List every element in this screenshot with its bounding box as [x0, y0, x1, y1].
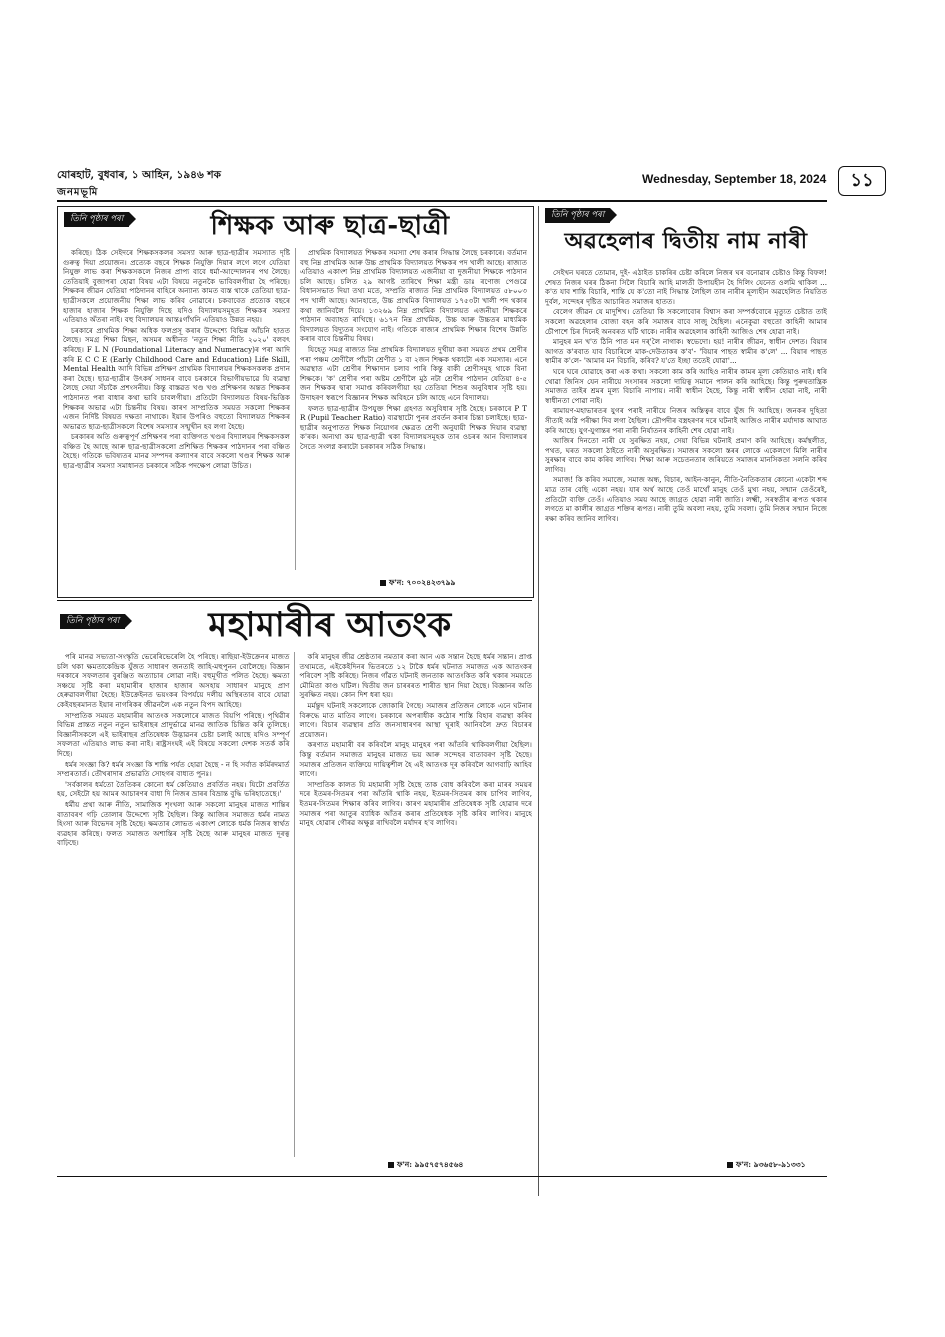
- article2-body: [57, 652, 532, 1157]
- article1-paragraph: ফলত ছাত্ৰ-ছাত্ৰীৰ উপযুক্ত শিক্ষা গ্ৰহণত অসুবিধাৰ সৃষ্টি হৈছে। চৰকাৰে P T R (Pupil Teacher Ratio) ব্যৱস্থাটো পুনৰ প্ৰবৰ্তন কৰাৰ চিন্তা চলাইছে। ছাত্ৰ-ছাত্ৰীৰ অনুপাতত শিক্ষক নিয়োগৰ ক্ষেত্ৰত শ্ৰেণী অনুযায়ী শিক্ষক দিয়াৰ ব্যৱস্থা ক'ৰক। অন্যথা কম ছাত্ৰ-ছাত্ৰী থকা বিদ্যালয়সমূহক তাৰ ওচৰৰ আন বিদ্যালয়ৰ সৈতে সংলগ্ন কৰাটো চৰকাৰৰ সঠিক সিদ্ধান্ত।: [300, 403, 527, 451]
- square-bullet-icon: [380, 580, 386, 586]
- article1-paragraph: চৰকাৰে প্ৰাথমিক শিক্ষা অধিক ফলপ্ৰসূ কৰাৰ উদ্দেশ্যে বিভিন্ন আঁচনি হাতত লৈছে। সমগ্ৰ শিক্ষা মিছন, অসমৰ অধীনত 'নতুন শিক্ষা নীতি ২০২০' বলবৎ কৰিছে। F L N (Foundational Literacy and Numeracy)ৰ পৰা আদি কৰি E C C E (Early Childhood Care and Education) Life Skill, Mental Health আদি বিভিন্ন প্ৰশিক্ষণ প্ৰাথমিক বিদ্যালয়ৰ শিক্ষকসকলক প্ৰদান কৰা হৈছে। ছাত্ৰ-ছাত্ৰীৰ উৎকৰ্ষ সাধনৰ বাবে চৰকাৰে বিভাগীয়ভাৱে যি ব্যৱস্থা লৈছে সেয়া সঁচাকৈ প্ৰশংসনীয়। কিন্তু বাস্তৱত খণ্ড খণ্ড প্ৰশিক্ষণৰ অন্তত শিক্ষকৰ পাঠদানত পৰা বাধাৰ কথা ভাবি চাবলগীয়া। প্ৰতিটো বিদ্যালয়ত বিষয়-ভিত্তিক শিক্ষকৰ অভাৱ এটা চিন্তনীয় বিষয়। কাৰণ সাম্প্ৰতিক সময়ত সকলো শিক্ষকৰ এজন নিৰ্দিষ্ট বিষয়ত দক্ষতা নাথাকে। ইয়াৰ উপৰিও বহুতো বিদ্যালয়ত শিক্ষকৰ অভাৱত ছাত্ৰ-ছাত্ৰীসকলে বিশেষ সমস্যাৰ সন্মুখীন হব লগা হৈছে।: [63, 325, 290, 431]
- square-bullet-icon: [388, 1162, 394, 1168]
- article2-phone-text: ফ'ন: ৯৯৫৭৫৭৪৫৬৪: [397, 1160, 464, 1169]
- article2-paragraph: সাম্প্ৰতিক কালত যি মহামাৰী সৃষ্টি হৈছে তাক বোধ কৰিবলৈ কৰা মাৰৰ সময়ৰ দৰে ইতমৰ-সিতমৰ পৰা আঁতৰি থাকি নহয়, ইতমৰ-সিতমৰ কাষ চাপিব লাগিব, ইতমৰ-সিতমৰ শিক্ষাৰ কৰিব লাগিব। কাৰণ মহামাৰীৰ প্ৰতিষেধক সৃষ্টি হোৱাৰ দৰে সমাজৰ পৰা আতুৰ ব্যাধিক আঁতৰ কৰাৰ প্ৰতিষেধক সৃষ্টি কৰিব লাগিব। মানুহে মানুহ হোৱাৰ গৌৰৱ অক্ষুণ্ণ ৰাখিবলৈ মৰ্যাদৰ হ'ব লাগিব।: [299, 779, 532, 828]
- article3-paragraph: সমাজ! কি কৰিব সমাজে, সমাজ অন্ধ, বিচাৰ, আইন-কানুন, নীতি-নৈতিকতাৰ কোনো একেটা শব্দ মাত্ৰ তাৰ বেছি একো নহয়। যাৰ অৰ্থ আছে তেওঁ মাথোঁ মানুহ তেওঁ মুখ্য নহয়, সন্মান তেওঁৰেই, প্ৰতিটো ব্যক্তি তেওঁ। এতিয়াও সময় আছে জাগ্ৰত হোৱা নাৰী জাতি। লক্ষ্মী, সৰস্বতীৰ ৰূপত থকাৰ লগতে মা কালীৰ জাগ্ৰত শক্তিৰ ৰূপত। নাৰী তুমি অবলা নহয়, তুমি সবলা। তুমি নিজৰ সন্মান নিজে ৰক্ষা কৰিব জানিব লাগিব।: [545, 475, 827, 523]
- article1-paragraph: চৰকাৰৰ অতি গুৰুত্বপূৰ্ণ প্ৰশিক্ষণৰ পৰা ব্যক্তিগত খণ্ডৰ বিদ্যালয়ৰ শিক্ষকসকল বঞ্চিত হৈ আছে আৰু ছাত্ৰ-ছাত্ৰীসকলো প্ৰশিক্ষিত শিক্ষকৰ পাঠদানৰ পৰা বঞ্চিত হৈছে। গতিকে ভবিষ্যতৰ মানৱ সম্পদৰ কল্যাণৰ বাবে সকলো খণ্ডৰ শিক্ষক আৰু ছাত্ৰ-ছাত্ৰীৰ সমস্যা সমাধানত চৰকাৰে সঠিক পদক্ষেপ লোৱা উচিত।: [63, 432, 290, 471]
- article2-paragraph: পৰি মানৱ সভ্যতা-সংস্কৃতি ভেৰেৰিভেৰেলি হৈ পৰিছে। ৰাছিয়া-ইউক্ৰেনৰ মাজত চলি থকা ক্ষমতাকেন্দ্ৰিক যুঁজত সাধাৰণ জনতাই জাহি-মহুপুনন বোলৈছে। বিজ্ঞান দৰকাৰে সফলতাৰ বুৰঞ্জিত অত্যাচাৰ লোৱা নাই। বহুমূখীত পলিত হৈছে। ক্ষমতা সঞ্চয়ে সৃষ্টি কৰা মহামাৰীৰ হাজাৰ হাজাৰ অসহায় সাধাৰণ মানুহে প্ৰাণ হেৰুৱাবলগীয়া হৈছে। ইউক্ৰেইনত ভয়ংকৰ বিপৰ্যয়ে দলীয় অস্থিৰতাৰ বাবে যোৱা কেইবছৰমানত ইয়াৰ নাগৰিকৰ জীৱনলৈ এক নতুন বিপদ আহিছে।: [57, 652, 290, 709]
- article1-phone: [380, 578, 455, 590]
- article2-paragraph: ধৰ্মৰ সংজ্ঞা কি? ধৰ্মৰ সংজ্ঞা কি শান্তি পৰ্যত হোৱা হৈছে - ন হি সৰ্বাত কৰ্মিৰদমাৰ্ত সম্প্ৰৰতাৰ্ত। তৌখৰাদাৰ প্ৰভাৱতি সোহগৰ বাধ্যত পুনঃ।: [57, 759, 290, 779]
- article3-body: [545, 268, 827, 1158]
- article1-paragraph: যিহেতু সমগ্ৰ ৰাজ্যত নিম্ন প্ৰাথমিক বিদ্যালয়ত দুখীয়া কৰা সময়ত প্ৰথম শ্ৰেণীৰ পৰা পঞ্চম শ্ৰেণীলৈ পাঁচটা শ্ৰেণীত ১ বা ২জন শিক্ষক থকাটো এক সমস্যাৰ। এনে অৱস্থাত এটা শ্ৰেণীৰ শিক্ষাদান চলাব পাৰি কিন্তু বাকী শ্ৰেণীসমূহ থাকে বিনা শিক্ষকে। 'ক' শ্ৰেণীৰ পৰা অষ্টম শ্ৰেণীলৈ মুঠ নটা শ্ৰেণীৰ পাঠদান যেতিয়া ৪-৫ জন শিক্ষকৰ দ্বাৰা সমাপ্ত কৰিবলগীয়া হয় তেতিয়া শিশুৰ অনুবিধাৰ সৃষ্টি হয়। উদাহৰণ স্বৰূপে বিজ্ঞানৰ শিক্ষক অবিহনে চলি আছে এনে বিদ্যালয়।: [300, 344, 527, 402]
- article1-paragraph: প্ৰাথমিক বিদ্যালয়ত শিক্ষকৰ সমস্যা শেষ কৰাৰ সিদ্ধান্ত লৈছে চৰকাৰে। বৰ্তমান বহু নিম্ন প্ৰাথমিক আৰু উচ্চ প্ৰাথমিক বিদ্যালয়ত শিক্ষকৰ পদ খালী আছে। ৰাজ্যত এতিয়াও একাংশ নিম্ন প্ৰাথমিক বিদ্যালয়ত এজনীয়া বা দুজনীয়া শিক্ষকে পাঠদান চলি আছে। চলিত ২৯ আগষ্ট তাৰিখে শিক্ষা মন্ত্ৰী ডাঃ ৰণোজ পেগুৱে বিধানসভাত দিয়া তথ্য মতে, সম্প্ৰতি ৰাজ্যত নিম্ন প্ৰাথমিক বিদ্যালয়ত ৫৮০০৩ পদ খালী আছে। আনহাতে, উচ্চ প্ৰাথমিক বিদ্যালয়ত ১৭৫৩টা খালী পদ থকাৰ কথা জানিবলৈ দিয়ে। ১৩২৬৯ নিম্ন প্ৰাথমিক বিদ্যালয়ত এজনীয়া শিক্ষকৰে পাঠদান অব্যাহত ৰাখিছে। ৬১৭ন নিম্ন প্ৰাথমিক, উচ্চ আৰু উচ্চতৰ মাধ্যমিক বিদ্যালয়ত বিদ্যুতৰ সংযোগ নাই। গতিকে ৰাজ্যৰ প্ৰাথমিক শিক্ষাৰ বিশেষ উন্নতি কৰাৰ বাবে চিন্তনীয় বিষয়।: [300, 248, 527, 344]
- square-bullet-icon: [727, 1162, 733, 1168]
- article2-continued-tag: তিনি পৃষ্ঠাৰ পৰা: [60, 614, 125, 629]
- article1-title: শিক্ষক আৰু ছাত্ৰ-ছাত্ৰী: [210, 211, 450, 241]
- article3-phone: [727, 1160, 805, 1172]
- header-date-english: Wednesday, September 18, 2024: [642, 172, 827, 186]
- article1-body: [63, 248, 527, 570]
- article1-phone-text: ফ'ন: ৭০০২৪২৩৭৯৯: [389, 578, 456, 587]
- article3-paragraph: সেইখন ঘৰতে তোমাৰ, দুই- এঠাইত চাকৰিৰ চেষ্টা কৰিলে নিজৰ ঘৰ বনোৱাৰ চেষ্টাও কিন্তু বিফল! শেষত নিজৰ ঘৰৰ ঠিকনা সিলৈ বিচাৰি আহি মালতী উপায়হীন হৈ দিলিং যেনেত ওলমি থাকিল ... ক'ত যাব শান্তি বিচাৰি, শান্তি যে ক'তো নাই সিদ্ধান্ত লৈছিল তাৰ নাৰীৰ মূল্যহীন অৱহেলিত নিয়তিত দুৰ্বল, সন্দেহৰ দৃষ্টিত আচাৰিত সমাজৰ হাতত।: [545, 268, 827, 306]
- article1-continued-tag: তিনি পৃষ্ঠাৰ পৰা: [64, 212, 129, 227]
- article3-title: অৱহেলাৰ দ্বিতীয় নাম নাৰী: [564, 228, 808, 254]
- article2-paragraph: কৰি মানুহৰ জীৱ শ্ৰেষ্ঠতাৰ নমতাৰ কৰা আন এক সন্তান হৈছে ধৰ্মৰ সন্তান। প্ৰাপ্ত তথ্যমতে, এইকেইদিনৰ ভিতৰতে ১২ টাকৈ ধৰ্মৰ ঘটনাত সমাজত এক আতংকৰ পৰিবেশ সৃষ্টি কৰিছে। নিজৰ গাঁৱত ঘটনাই জনতাক আতংকিত কৰি থকাৰ সময়তে মৌমিতা কাণ্ড ঘটিল। দ্বিতীয় জন চাৰৰৰত শাৰীত স্থান দিয়া হৈছে। বিজ্ঞানৰ অতি সুৰক্ষিত নহয়। কোন দিশ ধৰা হয়।: [299, 652, 532, 700]
- article2-paragraph: সাম্প্ৰতিক সময়ত মহামাৰীৰ আতংক সকলোৰে মাজত বিয়পি পৰিছে। পৃথিৱীৰ বিভিন্ন প্ৰান্তত নতুন নতুন ভাইৰাছৰ প্ৰাদুৰ্ভাৱে মানৱ জাতিক চিন্তিত কৰি তুলিছে। বিজ্ঞানীসকলে এই ভাইৰাছৰ প্ৰতিষেধক উদ্ভাৱনৰ চেষ্টা চলাই আছে যদিও সম্পূৰ্ণ সফলতা এতিয়াও লাভ কৰা নাই। ৰাষ্ট্ৰসংঘই এই বিষয়ে সকলো দেশক সতৰ্ক কৰি দিছে।: [57, 710, 290, 758]
- article2-paragraph: 'সৰ্বকালৰ ধৰ্মতো তৈতিকৰ কোনো ধৰ্ম কেতিয়াও প্ৰবৰ্তিত নহয়। যিটো প্ৰবৰ্তিত হয়, সেইটো হয় আমৰ আচাৰণৰ বাধা দি নিজৰ ভ্ৰাৰৰ বিভ্ৰান্ত বুদ্ধি ভৰিহাতেছে।': [57, 779, 290, 799]
- article2-phone: [388, 1160, 463, 1172]
- article3-continued-tag: তিনি পৃষ্ঠাৰ পৰা: [545, 208, 610, 223]
- article3-paragraph: বেলেগ জীৱন যে মাদুশিখ। তেতিয়া কি সকলোবোৰ বিশ্বাস কৰা সম্পৰ্কবোৰে মৃত্যুত চেষ্টাত তাই সকলো অৱহেলাৰ বোজা বহন কৰি সমাজৰ বাবে সাজু হৈছিল। এনেকুৱা বহুতো কাহিনী আমাৰ চৌপাশে চিৰ দিনেই অনবৰত ঘটি থাকে। নাৰীৰ অৱহেলাৰ কাহিনী আজিও শেষ হোৱা নাই।: [545, 307, 827, 336]
- column-divider: [538, 206, 539, 1196]
- article2-paragraph: মৰ্মন্তুদ ঘটনাই সকলোকে জোকাৰি গৈছে। সমাজৰ প্ৰতিজন লোকে এনে ঘটনাৰ বিৰুদ্ধে মাত মাতিব লাগে। চৰকাৰে অপৰাধীক কঠোৰ শাস্তি বিহাৰ ব্যৱস্থা কৰিব লাগে। বিচাৰ ব্যৱস্থাৰ প্ৰতি জনসাধাৰণৰ আস্থা ঘূৰাই আনিবলৈ দ্ৰুত বিচাৰৰ প্ৰয়োজন।: [299, 700, 532, 739]
- article2-title: মহামাৰীৰ আতংক: [208, 605, 452, 645]
- footer-rule: [57, 1176, 827, 1177]
- header-date-assamese: যোৰহাট, বুধবাৰ, ১ আহিন, ১৯৪৬ শক: [57, 169, 221, 181]
- article2-paragraph: কৰণাত মহামাৰী বৰ কৰিবলৈ মানুহ মানুহৰ পৰা আঁতৰি থাকিবলগীয়া হৈছিল। কিন্তু বৰ্তমান সমাজত মানুহৰ মাজত ভয় আৰু সন্দেহৰ বাতাবৰণ সৃষ্টি হৈছে। সমাজৰ প্ৰতিজন ব্যক্তিয়ে দায়িত্বশীল হৈ এই আতংক দূৰ কৰিবলৈ আগবাঢ়ি আহিব লাগে।: [299, 740, 532, 779]
- article3-paragraph: ঘৰে ঘৰে যোৱাহে কৰা এক কথা। সকলো কাম কৰি আহিও নাৰীৰ কামৰ মূল্য কেতিয়াও নাই। ধৰি থোৱা জিনিস যেন নাৰীয়ে সংসাৰৰ সকলো দায়িত্ব সমানে পালন কৰি আহিছে। কিন্তু পুৰুষতান্ত্ৰিক সমাজত তাইৰ শ্ৰমৰ মূল্য বিচাৰি নাপায়। নাৰী স্বাধীন হৈছে, কিন্তু নাৰী স্বাধীন হোৱা নাই, নাৰী স্বাধীনতা পোৱা নাই।: [545, 366, 827, 405]
- article3-paragraph: মানুহৰ মন খ'ত ঠিনি পাত মন দৰ্'লৈ নাগাক। স্বভেদো। হয়! নাৰীৰ জীৱন, স্বাধীন দেশত। বিয়াৰ আগত ক'ৰবাত যাব বিচাৰিলে মাক-দেউতাকৰ ক'ব'- 'বিয়াৰ পাছত স্বামীৰ ক'লে' ... বিয়াৰ পাছত স্বামীৰ ক'লে- 'আমাৰ মন বিচাৰি, কৰিব? য'তে ইচ্ছা ততেই যোৱা'...: [545, 337, 827, 366]
- article1-paragraph: কৰিছে। ঠিক সেইদৰে শিক্ষকসকলৰ সমস্যা আৰু ছাত্ৰ-ছাত্ৰীৰ সমস্যাত দৃষ্টি গুৰুত্ব দিয়া প্ৰয়োজন। প্ৰত্যেক বছৰে শিক্ষক নিযুক্তি দিয়াৰ লগে লগে যেতিয়া নিযুক্ত লাভ কৰা শিক্ষকসকলে নিজৰ প্ৰাপ্য বাবে ধৰ্মা-আন্দোলনৰ পথ লৈছে। তেতিয়াই বুজাপৰা হোৱা বিষয় এটা বিষয়ে নতুনকৈ ভাবিবলগীয়া হৈ পৰিছে। শিক্ষকৰ জীৱন যেতিয়া পাঠদানৰ বাহিৰে অন্যান্য কামত ব্যস্ত থাকে তেতিয়া ছাত্ৰ-ছাত্ৰীসকলে প্ৰয়োজনীয় শিক্ষা লাভ কৰিব নোৱাৰে। চকবাবেত প্ৰত্যেক বছৰে হাজাৰ হাজাৰ শিক্ষক নিযুক্তি দিছে যদিও বিদ্যালয়সমূহত শিক্ষকৰ সমস্যা এতিয়াও অঁতৰা নাই। বহু বিদ্যালয়ৰ আন্তঃগাঁথনি এতিয়াও উন্নত নহয়।: [63, 248, 290, 325]
- header-rule: [57, 200, 827, 202]
- article2-paragraph: ধৰ্মীয় প্ৰথা আৰু নীতি, সামাজিক শৃংখলা আৰু সকলো মানুহৰ মাজত শান্তিৰ বাতাবৰণ গঢ়ি তোলাৰ উদ্দেশ্যে সৃষ্টি হৈছিল। কিন্তু আজিৰ সমাজত ধৰ্মৰ নামত হিংসা আৰু বিভেদৰ সৃষ্টি হৈছে। ক্ষমতাৰ লোভত একাংশ লোকে ধৰ্মক নিজৰ স্বাৰ্থত ব্যৱহাৰ কৰিছে। ফলত সমাজত অশান্তিৰ সৃষ্টি হৈছে আৰু মানুহৰ মাজত দূৰত্ব বাঢ়িছে।: [57, 799, 290, 848]
- article3-phone-text: ফ'ন: ৯৩৬৫৮-৯১৩৩১: [736, 1160, 806, 1169]
- page-number: ১১: [838, 166, 886, 196]
- article3-paragraph: আজিৰ দিনতো নাৰী যে সুৰক্ষিত নহয়, সেয়া বিভিন্ন ঘটনাই প্ৰমাণ কৰি আহিছে। কৰ্মস্থলীত, পথত, ঘৰত সকলো ঠাইতে নাৰী অসুৰক্ষিত। সমাজৰ সকলো স্তৰৰ লোকে একেলগে মিলি নাৰীৰ সুৰক্ষাৰ বাবে কাম কৰিব লাগিব। শিক্ষা আৰু সচেতনতাৰ জৰিয়তে সমাজৰ মানসিকতা সলনি কৰিব লাগিব।: [545, 436, 827, 474]
- newspaper-logo: জনমভূমি: [57, 187, 99, 198]
- article3-paragraph: ৰামায়ণ-মহাভাৰতৰ যুগৰ পৰাই নাৰীয়ে নিজৰ অস্তিত্বৰ বাবে যুঁজ দি আহিছে। জনকৰ দুহিতা সীতাই অগ্নি পৰীক্ষা দিব লগা হৈছিল। দ্ৰৌপদীৰ বস্ত্ৰহৰণৰ দৰে ঘটনাই আজিও নাৰীৰ মৰ্যাদাক আঘাত কৰি আছে। যুগ-যুগান্তৰ পৰা নাৰী নিৰ্যাতনৰ কাহিনী শেষ হোৱা নাই।: [545, 406, 827, 435]
